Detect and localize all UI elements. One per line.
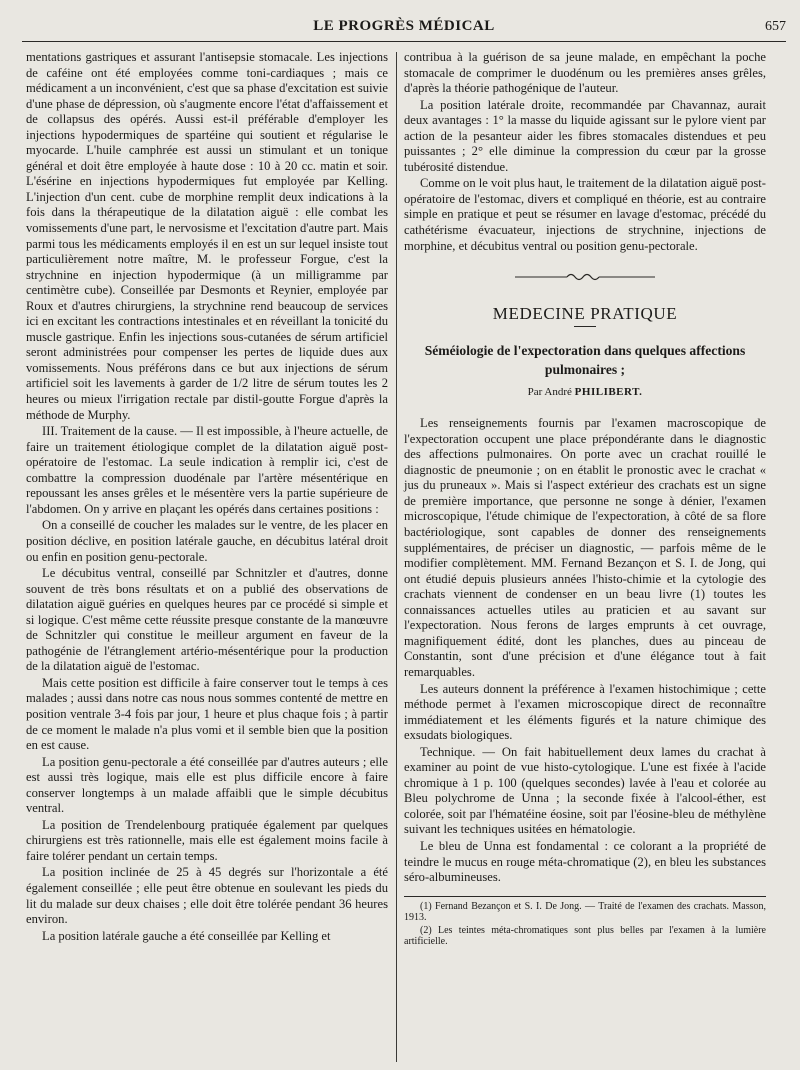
paragraph: Les auteurs donnent la préférence à l'examen histochimique ; cette méthode permet à l'examen microscopique direct de reconnaître immédiatement et les éléments figurés et la nature chimique des exsudats biologiques.	[404, 681, 766, 743]
paragraph: Le décubitus ventral, conseillé par Schnitzler et d'autres, donne souvent de très bons résultats et on a publié des observations de dilatation aiguë guéries en quelques heures par ce procédé si simple et si logique. C'est même cette réussite presque constante de la manœuvre de Schnitzler qui constitue le meilleur argument en faveur de la pathogénie de l'étranglement artério-mésentérique pour la production de la dilatation aiguë de l'estomac.	[26, 566, 388, 674]
paragraph: La position latérale droite, recommandée par Chavannaz, aurait deux avantages : 1° la masse du liquide agissant sur le pylore vient par action de la pesanteur aider les fibres stomacales distendues et peu puissantes ; 2° elle diminue la compression du cœur par la grosse tubérosité distendue.	[404, 97, 766, 174]
paragraph: Mais cette position est difficile à faire conserver tout le temps à ces malades ; aussi dans notre cas nous nous sommes contenté de mettre en position ventrale 3-4 fois par jour, 1 heure et plus chaque fois ; à partir de ce moment le malade n'a plus vomi et il semble bien que la position en est cause.	[26, 675, 388, 753]
byline	[404, 385, 766, 401]
journal-title: LE PROGRÈS MÉDICAL	[313, 18, 495, 34]
byline-author: PHILIBERT.	[574, 385, 643, 398]
column-divider	[396, 52, 397, 1062]
paragraph: La position de Trendelenbourg pratiquée également par quelques chirurgiens est très rationnelle, mais elle est également moins facile à faire tolérer pendant un certain temps.	[26, 817, 388, 863]
paragraph: contribua à la guérison de sa jeune malade, en empêchant la poche stomacale de comprimer le duodénum ou les premières anses grêles, d'après la théorie pathogénique de l'auteur.	[404, 50, 766, 96]
footnote: (2) Les teintes méta-chromatiques sont plus belles par l'examen à la lumière artificielle.	[404, 924, 766, 948]
paragraph: III. Traitement de la cause. — Il est impossible, à l'heure actuelle, de faire un traitement étiologique complet de la dilatation aiguë post-opératoire de l'estomac. La seule indication à remplir ici, c'est de combattre la compression duodénale par l'artère mésentérique en repoussant les anses grêles et le mésentère vers la partie supérieure de l'abdomen. On y arrive en plaçant les opérés dans certaines positions :	[26, 424, 388, 516]
section-rule	[574, 326, 596, 327]
paragraph: Le bleu de Unna est fondamental : ce colorant a la propriété de teindre le mucus en rouge méta-chromatique (2), en bleu les substances séro-albumineuses.	[404, 838, 766, 885]
paragraph: Comme on le voit plus haut, le traitement de la dilatation aiguë post-opératoire de l'estomac, divers et compliqué en théorie, est au contraire simple en pratique et peut se résumer en lavage d'estomac, précédé du cathétérisme évacuateur, injections de strychnine, injections de morphine, et décubitus ventral ou position genu-pectorale.	[404, 176, 766, 253]
paragraph: mentations gastriques et assurant l'antisepsie stomacale. Les injections de caféine ont été employées comme toni-cardiaques ; mais ce médicament a un inconvénient, c'est que sa phase d'excitation est suivie d'une phase de dépression, où s'augmente encore l'état d'affaissement et de collapsus des opérés. Aussi est-il préférable d'employer les injections hypodermiques de spartéine qui soutient et régularise le myocarde. L'huile camphrée est aussi un stimulant et un tonique général et doit être employée à haute dose : 10 à 20 cc. matin et soir. L'ésérine en injections hypodermiques fut employée par Kelling. L'injection d'un cent. cube de morphine remplit deux indications à la fois dans la thérapeutique de la dilatation aiguë : elle combat les vomissements d'une part, le nervosisme et l'excitation d'autre part. Mais parmi tous les médicaments employés il en est un sur lequel insiste tout particulièrement notre maître, M. le professeur Forgue, c'est la strychnine en injection hypodermique (à un milligramme par centimètre cube). Conseillée par Desmonts et Reynier, employée par Roux et d'autres chirurgiens, la strychnine rend beaucoup de services ici en excitant les contractions intestinales et en réveillant la tonicité du muscle gastrique. Enfin les injections sous-cutanées de sérum artificiel seront administrées pour compenser les pertes de liquide dues aux vomissements. Nous préférons dans ce but aux injections de sérum artificiel soit les lavements à garder de 1/2 litre de sérum toutes les 2 heures ou mieux l'irrigation rectale par distil-goutte Forgue d'après la méthode de Murphy.	[26, 50, 388, 422]
right-column	[404, 50, 766, 949]
page-header	[22, 14, 786, 42]
paragraph: On a conseillé de coucher les malades sur le ventre, de les placer en position déclive, en position latérale gauche, en décubitus latéral droit ou enfin en position genu-pectorale.	[26, 518, 388, 564]
footnote-rule	[404, 896, 766, 897]
left-column	[26, 50, 388, 945]
paragraph: Technique. — On fait habituellement deux lames du crachat à examiner au point de vue histo-cytologique. L'une est fixée à l'acide chromique à 1 p. 100 (quelques secondes) lavée à l'eau et colorée au Bleu polychrome de Unna ; la seconde fixée à l'alcool-éther, est colorée, soit par l'hématéine éosine, soit par l'éosine-bleu de méthylène suivant les techniques usitées en hématologie.	[404, 744, 766, 837]
paragraph: Les renseignements fournis par l'examen macroscopique de l'expectoration occupent une place prépondérante dans le diagnostic des affections pulmonaires. On porte avec un crachat rouillé le diagnostic de pneumonie ; on en établit le pronostic avec le crachat « jus du pruneaux ». Mais si l'aspect extérieur des crachats est un signe de première importance, que personne ne songe à dénier, l'examen microscopique, l'étude chimique de l'expectoration, à côté de sa flore bactériologique, sont capables de donner des renseignements supplémentaires, de préciser un diagnostic, — parfois même de le modifier complètement. MM. Fernand Bezançon et S. I. de Jong, qui ont étudié depuis plusieurs années l'histo-chimie et la cytologie des crachats viennent de condenser en un beau livre (1) toutes les connaissances actuelles utiles au praticien et au savant sur l'expectoration. Nous ferons de larges emprunts à cet ouvrage, magnifiquement édité, dont les planches, dues au pinceau de Constantin, sont d'une précision et d'une élégance tout à fait remarquables.	[404, 416, 766, 679]
footnote: (1) Fernand Bezançon et S. I. De Jong. — Traité de l'examen des crachats. Masson, 1913.	[404, 900, 766, 924]
paragraph: La position inclinée de 25 à 45 degrés sur l'horizontale a été également conseillée ; elle peut être obtenue en soulevant les pieds du lit du malade sur deux chaises ; elle doit être tolérée pendant 36 heures environ.	[26, 865, 388, 927]
article-title: Séméiologie de l'expectoration dans quelques affections pulmonaires ;	[424, 342, 746, 377]
section-title: MEDECINE PRATIQUE	[492, 304, 678, 324]
page-number: 657	[765, 19, 786, 34]
paragraph: La position latérale gauche a été conseillée par Kelling et	[42, 928, 331, 943]
byline-prefix: Par André	[527, 385, 572, 398]
ornament-divider	[515, 270, 655, 284]
paragraph: La position genu-pectorale a été conseillée par d'autres auteurs ; elle est aussi très logique, mais elle est plus difficile encore à faire conserver longtemps à un malade affaibli que le simple décubitus ventral.	[26, 754, 388, 816]
